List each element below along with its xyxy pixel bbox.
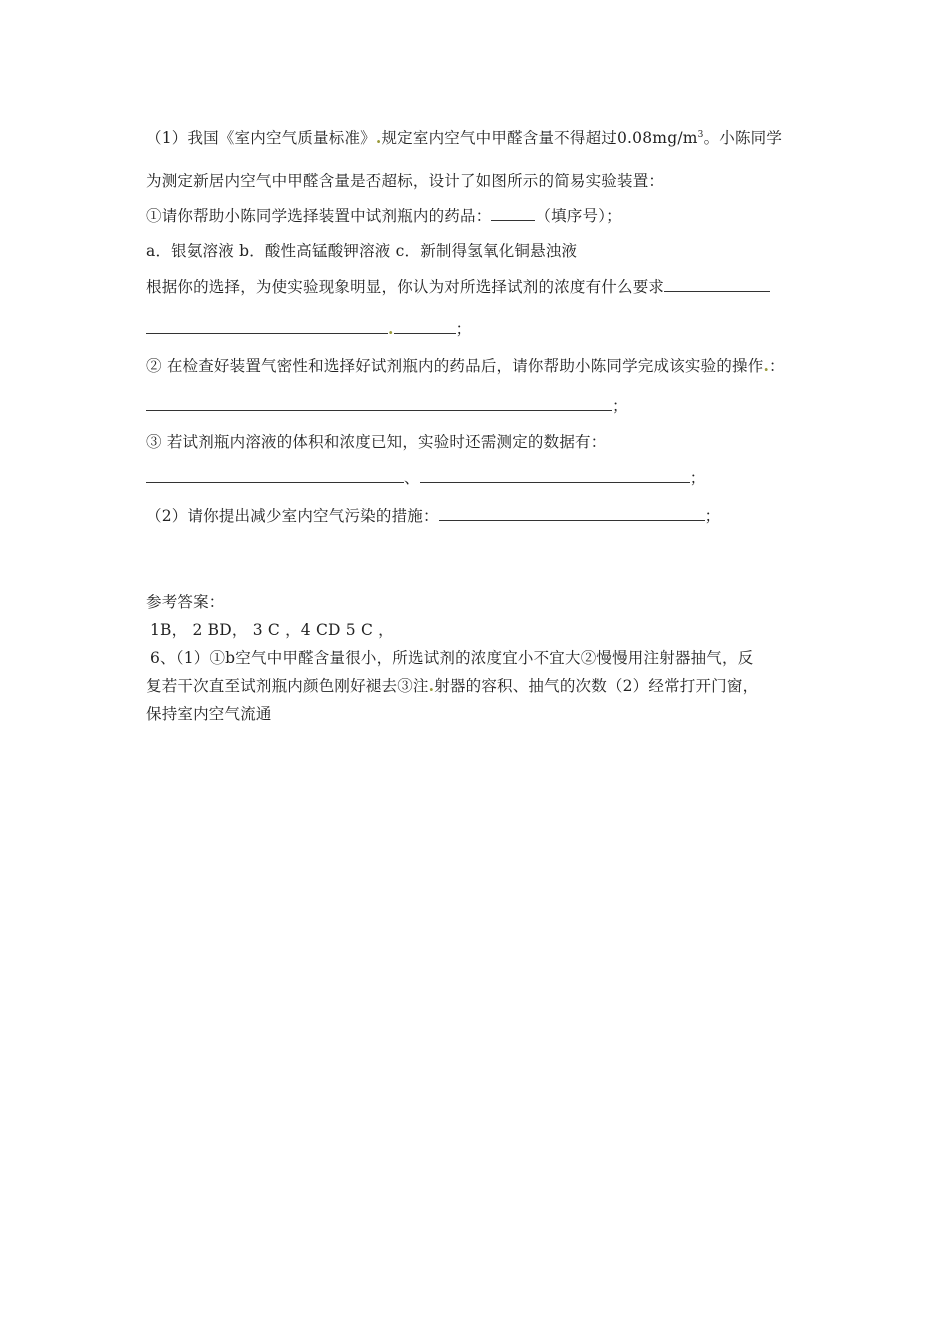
question-1-part-2 — [146, 356, 785, 376]
operation-answer-line — [146, 396, 628, 416]
text-segment: ； — [455, 320, 472, 338]
question-1-part-3: ③ 若试剂瓶内溶液的体积和浓度已知，实验时还需测定的数据有： — [146, 433, 607, 451]
answer-line-1: 1B， 2 BD， 3 C ，4 CD 5 C ， — [150, 621, 394, 639]
answer-line-2: 6、（1）①b空气中甲醛含量很小，所选试剂的浓度宜小不宜大②慢慢用注射器抽气，反 — [150, 649, 754, 667]
concentration-answer-line — [146, 319, 471, 339]
text-segment: （填序号）； — [535, 207, 622, 225]
answer-blank[interactable] — [439, 506, 705, 521]
text-segment: 规定室内空气中甲醛含量不得超过0.08mg/m — [381, 129, 698, 148]
text-segment: ； — [612, 397, 628, 415]
text-segment: ： — [769, 357, 785, 375]
text-segment: 根据你的选择，为使实验现象明显，你认为对所选择试剂的浓度有什么要求 — [146, 278, 665, 296]
answer-blank[interactable] — [664, 277, 770, 292]
answer-line-4: 保持室内空气流通 — [146, 705, 272, 723]
superscript: 3 — [697, 130, 704, 140]
stray-dot: . — [763, 356, 770, 375]
question-1-part-1 — [146, 206, 622, 226]
answer-blank[interactable] — [146, 468, 404, 483]
question-1-setup: 为测定新居内空气中甲醛含量是否超标，设计了如图所示的简易实验装置： — [146, 172, 665, 190]
answer-blank[interactable] — [491, 206, 535, 221]
question-1-intro — [146, 125, 782, 148]
text-segment: ； — [704, 507, 721, 525]
stray-dot: . — [375, 128, 382, 148]
answer-blank[interactable] — [146, 319, 388, 334]
text-segment: （1）我国《室内空气质量标准》 — [146, 129, 376, 148]
stray-dot: . — [428, 676, 435, 695]
concentration-question — [146, 277, 770, 297]
text-segment: 、 — [404, 469, 420, 487]
text-segment: 复若干次直至试剂瓶内颜色刚好褪去③注 — [146, 677, 429, 695]
answer-blank[interactable] — [394, 319, 456, 334]
text-segment: ② 在检查好装置气密性和选择好试剂瓶内的药品后，请你帮助小陈同学完成该实验的操作 — [146, 357, 764, 375]
answer-line-3 — [146, 676, 758, 696]
text-segment: （2）请你提出减少室内空气污染的措施： — [146, 507, 439, 525]
text-segment: ①请你帮助小陈同学选择装置中试剂瓶内的药品： — [146, 207, 492, 225]
options-line: a．银氨溶液 b．酸性高锰酸钾溶液 c．新制得氢氧化铜悬浊液 — [146, 242, 578, 260]
answer-heading: 参考答案： — [146, 593, 225, 611]
stray-dot: . — [388, 319, 394, 338]
data-answer-line — [146, 468, 705, 488]
text-segment: ； — [689, 469, 706, 487]
text-segment: 射器的容积、抽气的次数（2）经常打开门窗， — [434, 677, 759, 695]
question-2 — [146, 506, 720, 526]
text-segment: 。小陈同学 — [703, 129, 783, 148]
answer-blank[interactable] — [420, 468, 690, 483]
answer-blank[interactable] — [146, 396, 612, 411]
